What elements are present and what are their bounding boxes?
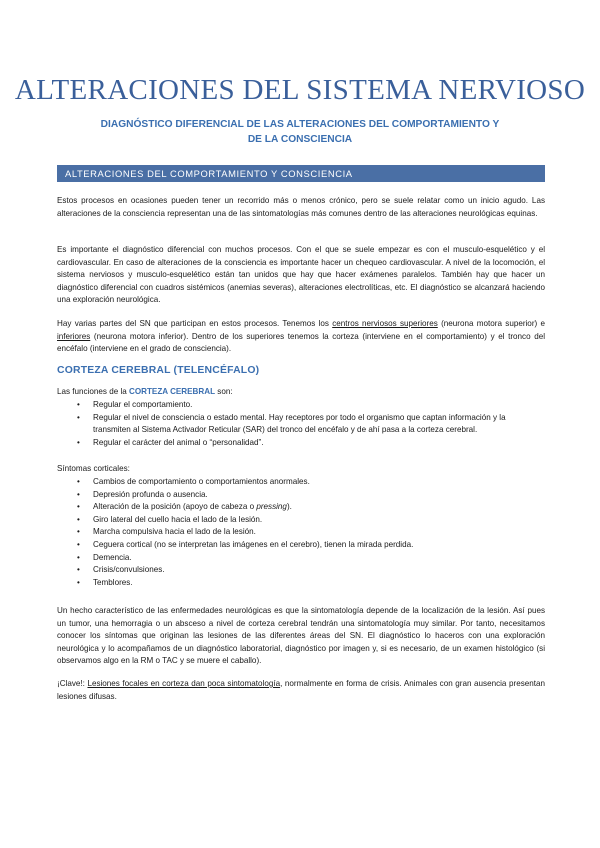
bullet-icon: • [77,437,80,447]
bullet-icon: • [77,400,80,409]
section-heading-bar: ALTERACIONES DEL COMPORTAMIENTO Y CONSCIENCIA [57,165,545,182]
text-segment: ). [286,502,292,512]
underlined-term: inferiores [57,331,91,341]
text-segment: son: [215,387,233,396]
bullet-icon: • [77,539,80,549]
list-item [77,476,545,489]
bullet-icon: • [77,527,80,537]
list-item-text: Depresión profunda o ausencia. [93,489,208,499]
list-item-text: Crisis/convulsiones. [93,565,165,575]
underlined-term: centros nerviosos superiores [332,319,438,328]
subheading-corteza: CORTEZA CEREBRAL (TELENCÉFALO) [57,365,260,376]
list-item [77,577,545,590]
text-segment: (neurona motora inferior). Dentro de los superiores tenemos la corteza (interviene en el comportamiento) y el tronco del encéfalo (interviene en el grado de consciencia). [57,331,545,354]
highlight-term: CORTEZA CEREBRAL [129,387,216,396]
bullet-icon: • [77,577,80,587]
bullet-icon: • [77,502,80,512]
list-item-text: Cambios de comportamiento o comportamientos anormales. [93,477,310,486]
list-item-text: Regular el nivel de consciencia o estado mental. Hay receptores por todo el organismo que captan información y la transmiten al Sistema Activador Reticular (SAR) del tronco del encéfalo y de ahí pasa a la corteza cerebral. [93,412,506,435]
list-item-text: Demencia. [93,552,132,562]
list-item [77,552,545,565]
paragraph-partes-sn [57,318,545,356]
bullet-icon: • [77,565,80,575]
text-segment: , normalmente en forma de crisis. Animales con gran ausencia presentan lesiones difusas. [57,679,545,701]
bullet-icon: • [77,552,80,562]
underlined-term: Lesiones focales en corteza dan poca sintomatología [87,679,281,688]
bullet-icon: • [77,412,80,422]
bullet-icon: • [77,489,80,499]
list-item-text: Alteración de la posición (apoyo de cabeza o [93,502,257,512]
sintomas-lead: Síntomas corticales: [57,464,130,473]
bullet-icon: • [77,514,80,524]
list-item [77,564,545,577]
page-subtitle: DIAGNÓSTICO DIFERENCIAL DE LAS ALTERACIONES DEL COMPORTAMIENTO Y DE LA CONSCIENCIA [100,119,500,145]
list-item-text: Marcha compulsiva hacia el lado de la lesión. [93,527,256,537]
text-segment: Hay varias partes del SN que participan en estos procesos. Tenemos los [57,319,333,328]
paragraph-clave [57,678,545,703]
list-item-text: Regular el carácter del animal o “personalidad”. [93,437,264,447]
bullet-icon: • [77,477,80,486]
list-item-text: Giro lateral del cuello hacia el lado de la lesión. [93,514,263,524]
list-item [77,437,545,450]
list-item [77,514,545,527]
funciones-list [77,399,545,449]
paragraph-diagnostico: Es importante el diagnóstico diferencial con muchos procesos. Con el que se suele empezar es con el musculo-esquelético y el cardiovascular. En caso de alteraciones de la consciencia es importante hacer un chequeo cardiovascular. A nivel de la locomoción, el sistema nerviosos y musculo-esquelético están tan unidos que hay que hacer exámenes paralelos. También hay que hacer un diagnóstico diferencial con cuadros sistémicos (anemias severas), alteraciones electrolíticas, etc. El diagnóstico se alcanzará haciendo una exploración neurológica. [57,245,545,305]
italic-term: pressing [256,502,287,512]
list-item [77,501,545,514]
list-item [77,412,545,437]
text-segment: Las funciones de la [57,387,129,396]
text-segment: ¡Clave!: [57,679,88,688]
list-item-text: Ceguera cortical (no se interpretan las imágenes en el cerebro), tienen la mirada perdida. [93,539,414,549]
page-title: ALTERACIONES DEL SISTEMA NERVIOSO [14,74,586,106]
list-item-text: Regular el comportamiento. [93,400,193,409]
list-item [77,526,545,539]
list-item-text: Temblores. [93,577,133,587]
list-item [77,489,545,502]
list-item [77,399,545,412]
sintomas-list [77,476,545,589]
paragraph-intro: Estos procesos en ocasiones pueden tener un recorrido más o menos crónico, pero se suele relatar como un inicio agudo. Las alteraciones de la consciencia representan una de las sintomatologías más comunes dentro de las alteraciones neurológicas equinas. [57,196,545,218]
list-item [77,539,545,552]
funciones-lead [57,386,233,399]
text-segment: (neurona motora superior) e [437,319,546,328]
paragraph-localizacion: Un hecho característico de las enfermedades neurológicas es que la sintomatología depende de la localización de la lesión. Así pues un tumor, una hemorragia o un absceso a nivel de corteza cerebral tendrán una sintomatología muy similar. Por tanto, necesitamos conocer los síntomas que originan las lesiones de las diferentes áreas del SN. El diagnóstico lo haceros con una exploración neurológica y lo acompañamos de un diagnóstico laboratorial, diagnóstico por imagen y, si es necesario, de un examen histológico (si observamos algo en la RM o TAC y se muere el caballo). [57,606,545,666]
